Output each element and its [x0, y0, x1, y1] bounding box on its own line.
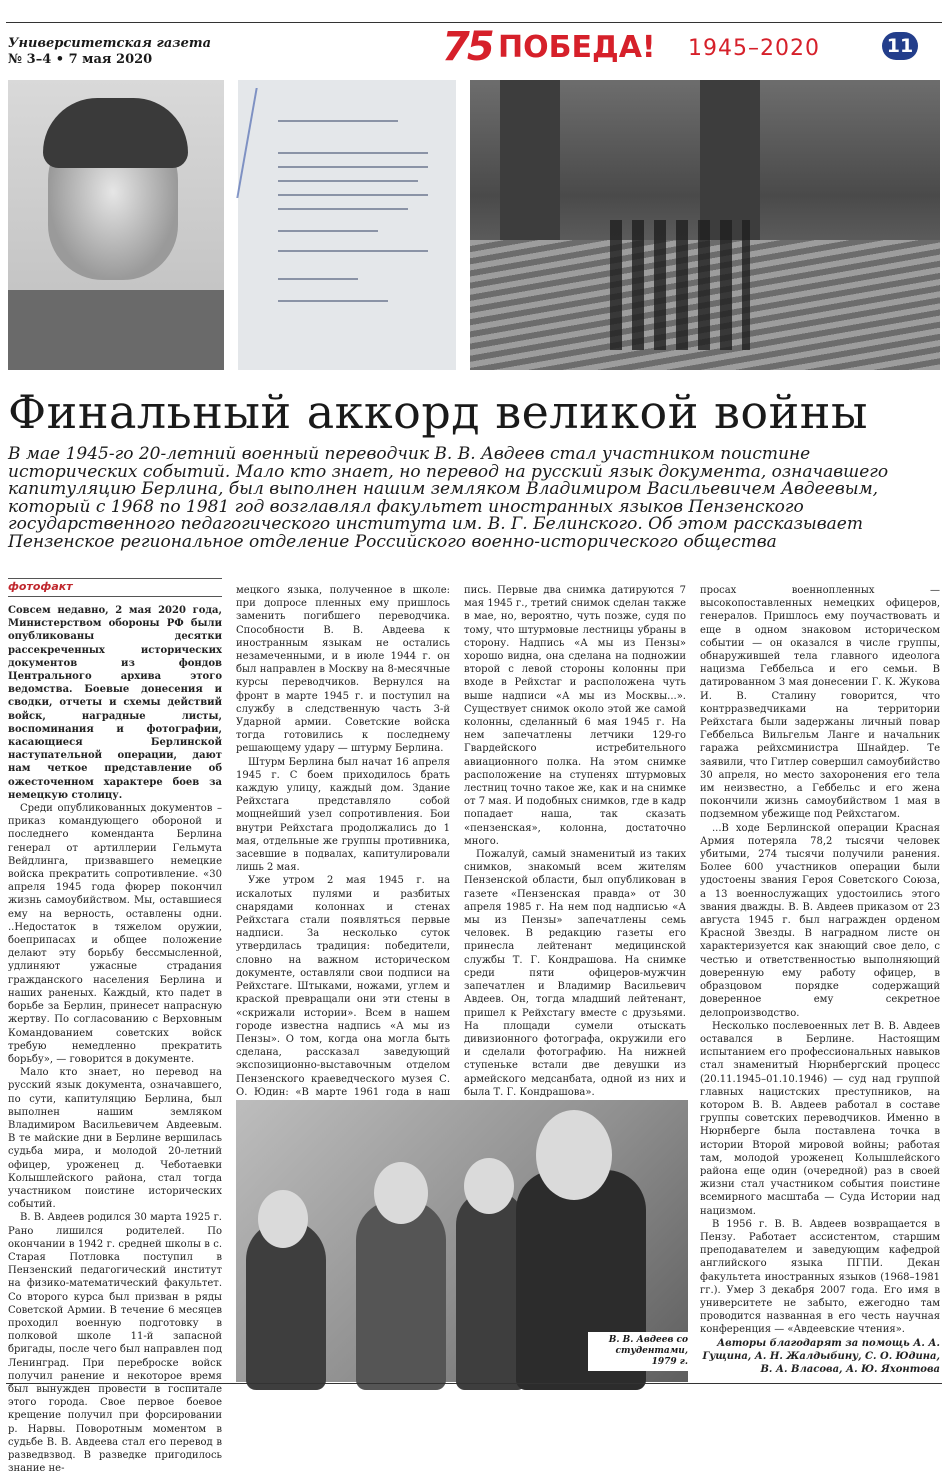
- doc-line: [278, 250, 428, 252]
- soldiers-group: [610, 220, 750, 350]
- paragraph: пись. Первые два снимка датируются 7 мая 1945 г., третий снимок сделан также в мае, но, вероятно, чуть позже, судя по тому, что штурмовые лестницы убраны в сторону. Надпись «А мы из Пензы» хорошо видна, она сделана на подножии второй с левой стороны колонны при входе в Рейхстаг и расположена чуть выше надписи «А мы из Москвы...». Существует снимок около этой же самой колонны, сделанный 6 мая 1945 г. На нем запечатлены летчики 129-го Гвардейского истребительного авиационного полка. На этом снимке расположение на ступенях штурмовых лестниц точно такое же, как и на снимке от 7 мая. И подобных снимков, где в кадр попадает наша, так сказать «пензенская», колонна, достаточно много.: [464, 585, 686, 847]
- rubric-label: фотофакт: [8, 580, 73, 593]
- doc-line: [278, 180, 418, 182]
- logo-75: 75: [442, 24, 492, 70]
- paragraph: Штурм Берлина был начат 16 апреля 1945 г. С боем приходилось брать каждую улицу, каждый дом. Здание Рейхстага представляло собой мощнейший узел сопротивления. Бои внутри Рейхстага продолжались до 1 мая, отдельные же группы противника, засевшие в подвалах, капитулировали лишь 2 мая.: [236, 756, 450, 874]
- article-column-4: [700, 584, 940, 1382]
- reichstag-steps-photo: [470, 80, 940, 370]
- photo-head: [464, 1158, 514, 1214]
- issue-date: № 3–4 • 7 мая 2020: [8, 52, 153, 67]
- paragraph: ...В ходе Берлинской операции Красная Армия потеряла 78,2 тысячи человек убитыми, 274 тысячи получили ранения. Более 600 участников операции были удостоены звания Героя Советского Союза, а 13 военнослужащих удостоились этого звания дважды. В. В. Авдеев приказом от 23 августа 1945 г. был награжден орденом Красной Звезды. В наградном листе он характеризуется как знающий свое дело, с честью и ответственностью выполняющий доверенную ему работу офицер, в образцовом порядке содержащий доверенное ему секретное делопроизводство.: [700, 822, 940, 1019]
- doc-line: [278, 208, 408, 210]
- paragraph: Совсем недавно, 2 мая 2020 года, Министерством обороны РФ были опубликованы десятки рассекреченных исторических документов из фондов Центрального архива этого ведомства. Боевые донесения и сводки, отчеты и схемы действий войск, наградные листы, воспоминания и фотографии, касающиеся Берлинской наступательной операции, дают нам четкое представление об ожесточенном характере боев за немецкую столицу.: [8, 605, 222, 801]
- article-column-2: [236, 584, 450, 1098]
- logo-years: 1945–2020: [688, 36, 820, 61]
- photo-figure: [356, 1200, 446, 1390]
- doc-line: [278, 300, 388, 302]
- paragraph: Уже утром 2 мая 1945 г. на искалотых пулями и разбитых снарядами колоннах и стенах Рейхстага стали появляться первые надписи. За несколько суток утвердилась традиция: победители, словно на важном историческом документе, оставляли свои подписи на Рейхстаге. Штыками, ножами, углем и краской превращали они эти стены в «скрижали истории». Всем в нашем городе известна надпись «А мы из Пензы». О том, когда она могла быть сделана, рассказал заведующий экспозиционно-выставочным отделом Пензенского краеведческого музея С. О. Юдин: «В марте 1961 года в наш: [236, 875, 450, 1098]
- portrait-photo: [8, 80, 224, 370]
- author-credits: Авторы благодарят за помощь А. А. Гущина, А. Н. Жалдыбину, С. О. Юдина, В. А. Власова, А. Ю. Яхонтова: [702, 1337, 940, 1375]
- paragraph: Несколько послевоенных лет В. В. Авдеев оставался в Берлине. Настоящим испытанием его профессиональных навыков стал знаменитый Нюрнбергский процесс (20.11.1945–01.10.1946) — суд над группой главных нацистских преступников, на котором В. В. Авдеев работал в составе группы советских переводчиков. Именно в Нюрнберге была поставлена точка в истории Второй мировой войны; работая там, молодой уроженец Колышлейского района еще один (очередной) раз в своей жизни стал участником события поистине всемирного масштаба — Суда Истории над нацизмом.: [700, 1020, 940, 1217]
- newspaper-title: Университетская газета: [8, 36, 212, 51]
- doc-line: [278, 152, 428, 154]
- doc-line: [278, 278, 358, 280]
- article-column-3: [464, 584, 686, 1098]
- portrait-uniform: [8, 290, 224, 370]
- photo-head: [536, 1110, 612, 1200]
- article-lead: В мае 1945-го 20-летний военный переводчик В. В. Авдеев стал участником поистине исторических событий. Мало кто знает, но перевод на русский язык документа, означавшего капитуляцию Берлина, был выполнен нашим земляком Владимиром Васильевичем Авдеевым, который с 1968 по 1981 год возглавлял факультет иностранных языков Пензенского государственного педагогического института им. В. Г. Белинского. Об этом рассказывает Пензенское региональное отделение Российского военно-исторического общества: [8, 444, 889, 552]
- page-number-badge: 11: [882, 32, 918, 60]
- article-column-1: [8, 604, 222, 1475]
- bottom-rule: [6, 1383, 942, 1384]
- victory-logo: [442, 26, 942, 70]
- paragraph: просах военнопленных — высокопоставленных немецких офицеров, генералов. Пришлось ему поучаствовать и еще в одном знаковом историческом событии — он оказался в числе группы, обнаружившей тела главного идеолога нацизма Геббельса и его семьи. В датированном 3 мая донесении Г. К. Жукова И. В. Сталину говорится, что контрразведчиками на территории Рейхстага были задержаны личный повар Геббельса Вильгельм Ланге и начальник гаража рейхсминистра Шнайдер. Те заявили, что Гитлер совершил самоубийство 30 апреля, но место захоронения его тела им неизвестно, а Геббельс и его жена покончили жизнь самоубийством 1 мая в подземном убежище под Рейхстагом.: [700, 585, 940, 821]
- paragraph: В. В. Авдеев родился 30 марта 1925 г. Рано лишился родителей. По окончании в 1942 г. средней школы в с. Старая Потловка поступил в Пензенский педагогический институт на физико-математический факультет. Со второго курса был призван в ряды Советской Армии. В течение 6 месяцев проходил военную подготовку в полковой школе 11-й запасной бригады, после чего был направлен под Ленинград. При переброске войск получил ранение и некоторое время был вынужден провести в госпитале этого города. Свое первое боевое крещение получил при форсировании р. Нарвы. Поворотным моментом в судьбе В. В. Авдеева стал его перевод в разведвзвод. В разведке пригодилось знание не-: [8, 1212, 222, 1475]
- portrait-hair: [43, 98, 188, 168]
- doc-line: [278, 230, 378, 232]
- article-headline: Финальный аккорд великой войны: [8, 385, 869, 439]
- photo-head: [374, 1162, 428, 1224]
- rubric-rule: [8, 578, 222, 579]
- paragraph: мецкого языка, полученное в школе: при допросе пленных ему пришлось заменить погибшего переводчика. Способности В. В. Авдеева к иностранным языкам не остались незамеченными, и в июле 1944 г. он был направлен в Москву на 8-месячные курсы переводчиков. Вернулся на фронт в марте 1945 г. и поступил на службу в следственную часть 3-й Ударной армии. Советские войска тогда готовились к последнему решающему удару — штурму Берлина.: [236, 585, 450, 755]
- reichstag-column: [500, 80, 560, 250]
- doc-line: [278, 120, 398, 122]
- doc-line: [278, 166, 428, 168]
- photo-caption: В. В. Авдеев со студентами, 1979 г.: [588, 1332, 692, 1371]
- paragraph: В 1956 г. В. В. Авдеев возвращается в Пензу. Работает ассистентом, старшим преподавателем и заведующим кафедрой английского языка ПГПИ. Декан факультета иностранных языков (1968–1981 гг.). Умер 3 декабря 2007 года. Его имя в университете не забыто, ежегодно там проводится названная в его честь научная конференция — «Авдеевские чтения».: [700, 1218, 940, 1336]
- rubric-rule: [8, 596, 222, 597]
- paragraph: Пожалуй, самый знаменитый из таких снимков, знакомый всем жителям Пензенской области, был опубликован в газете «Пензенская правда» от 30 апреля 1985 г. На нем под надписью «А мы из Пензы» запечатлены семь человек. В редакцию газеты его принесла лейтенант медицинской службы Т. Г. Кондрашова. На снимке среди пяти офицеров-мужчин запечатлен и Владимир Васильевич Авдеев. Он, тогда младший лейтенант, пришел к Рейхстагу вместе с друзьями. На площади сумели отыскать дивизионного фотографа, окружили его и сделали фотографию. На нижней ступеньке встали две девушки из армейского медсанбата, одной из них и была Т. Г. Кондрашова».: [464, 849, 686, 1098]
- archive-document-photo: [238, 80, 456, 370]
- photo-head: [258, 1190, 308, 1248]
- doc-line: [278, 194, 428, 196]
- logo-pobeda: ПОБЕДА!: [498, 30, 656, 65]
- paragraph: Среди опубликованных документов – приказ командующего обороной и последнего коменданта Берлина генерал от артиллерии Гельмута Вейдлинга, призвавшего немецкие войска прекратить сопротивление. «30 апреля 1945 года фюрер покончил жизнь самоубийством. Мы, оставшиеся ему на верность, оставлены одни. ..Недостаток в тяжелом оружии, боеприпасах и общее положение делают эту борьбу бессмысленной, удлиняют ужасные страдания гражданского населения Берлина и наших раненых. Каждый, кто падет в борьбе за Берлин, принесет напрасную жертву. По согласованию с Верховным Командованием советских войск требую немедленно прекратить борьбу», — говорится в документе.: [8, 803, 222, 1065]
- top-rule: [6, 22, 942, 23]
- paragraph: Мало кто знает, но перевод на русский язык документа, означавшего, по сути, капитуляцию Берлина, был выполнен нашим земляком Владимиром Васильевичем Авдеевым. В те майские дни в Берлине вершилась судьба мира, и молодой 20-летний офицер, уроженец д. Чеботаевки Колышлейского района, стал тогда участником поистине исторических событий.: [8, 1067, 222, 1211]
